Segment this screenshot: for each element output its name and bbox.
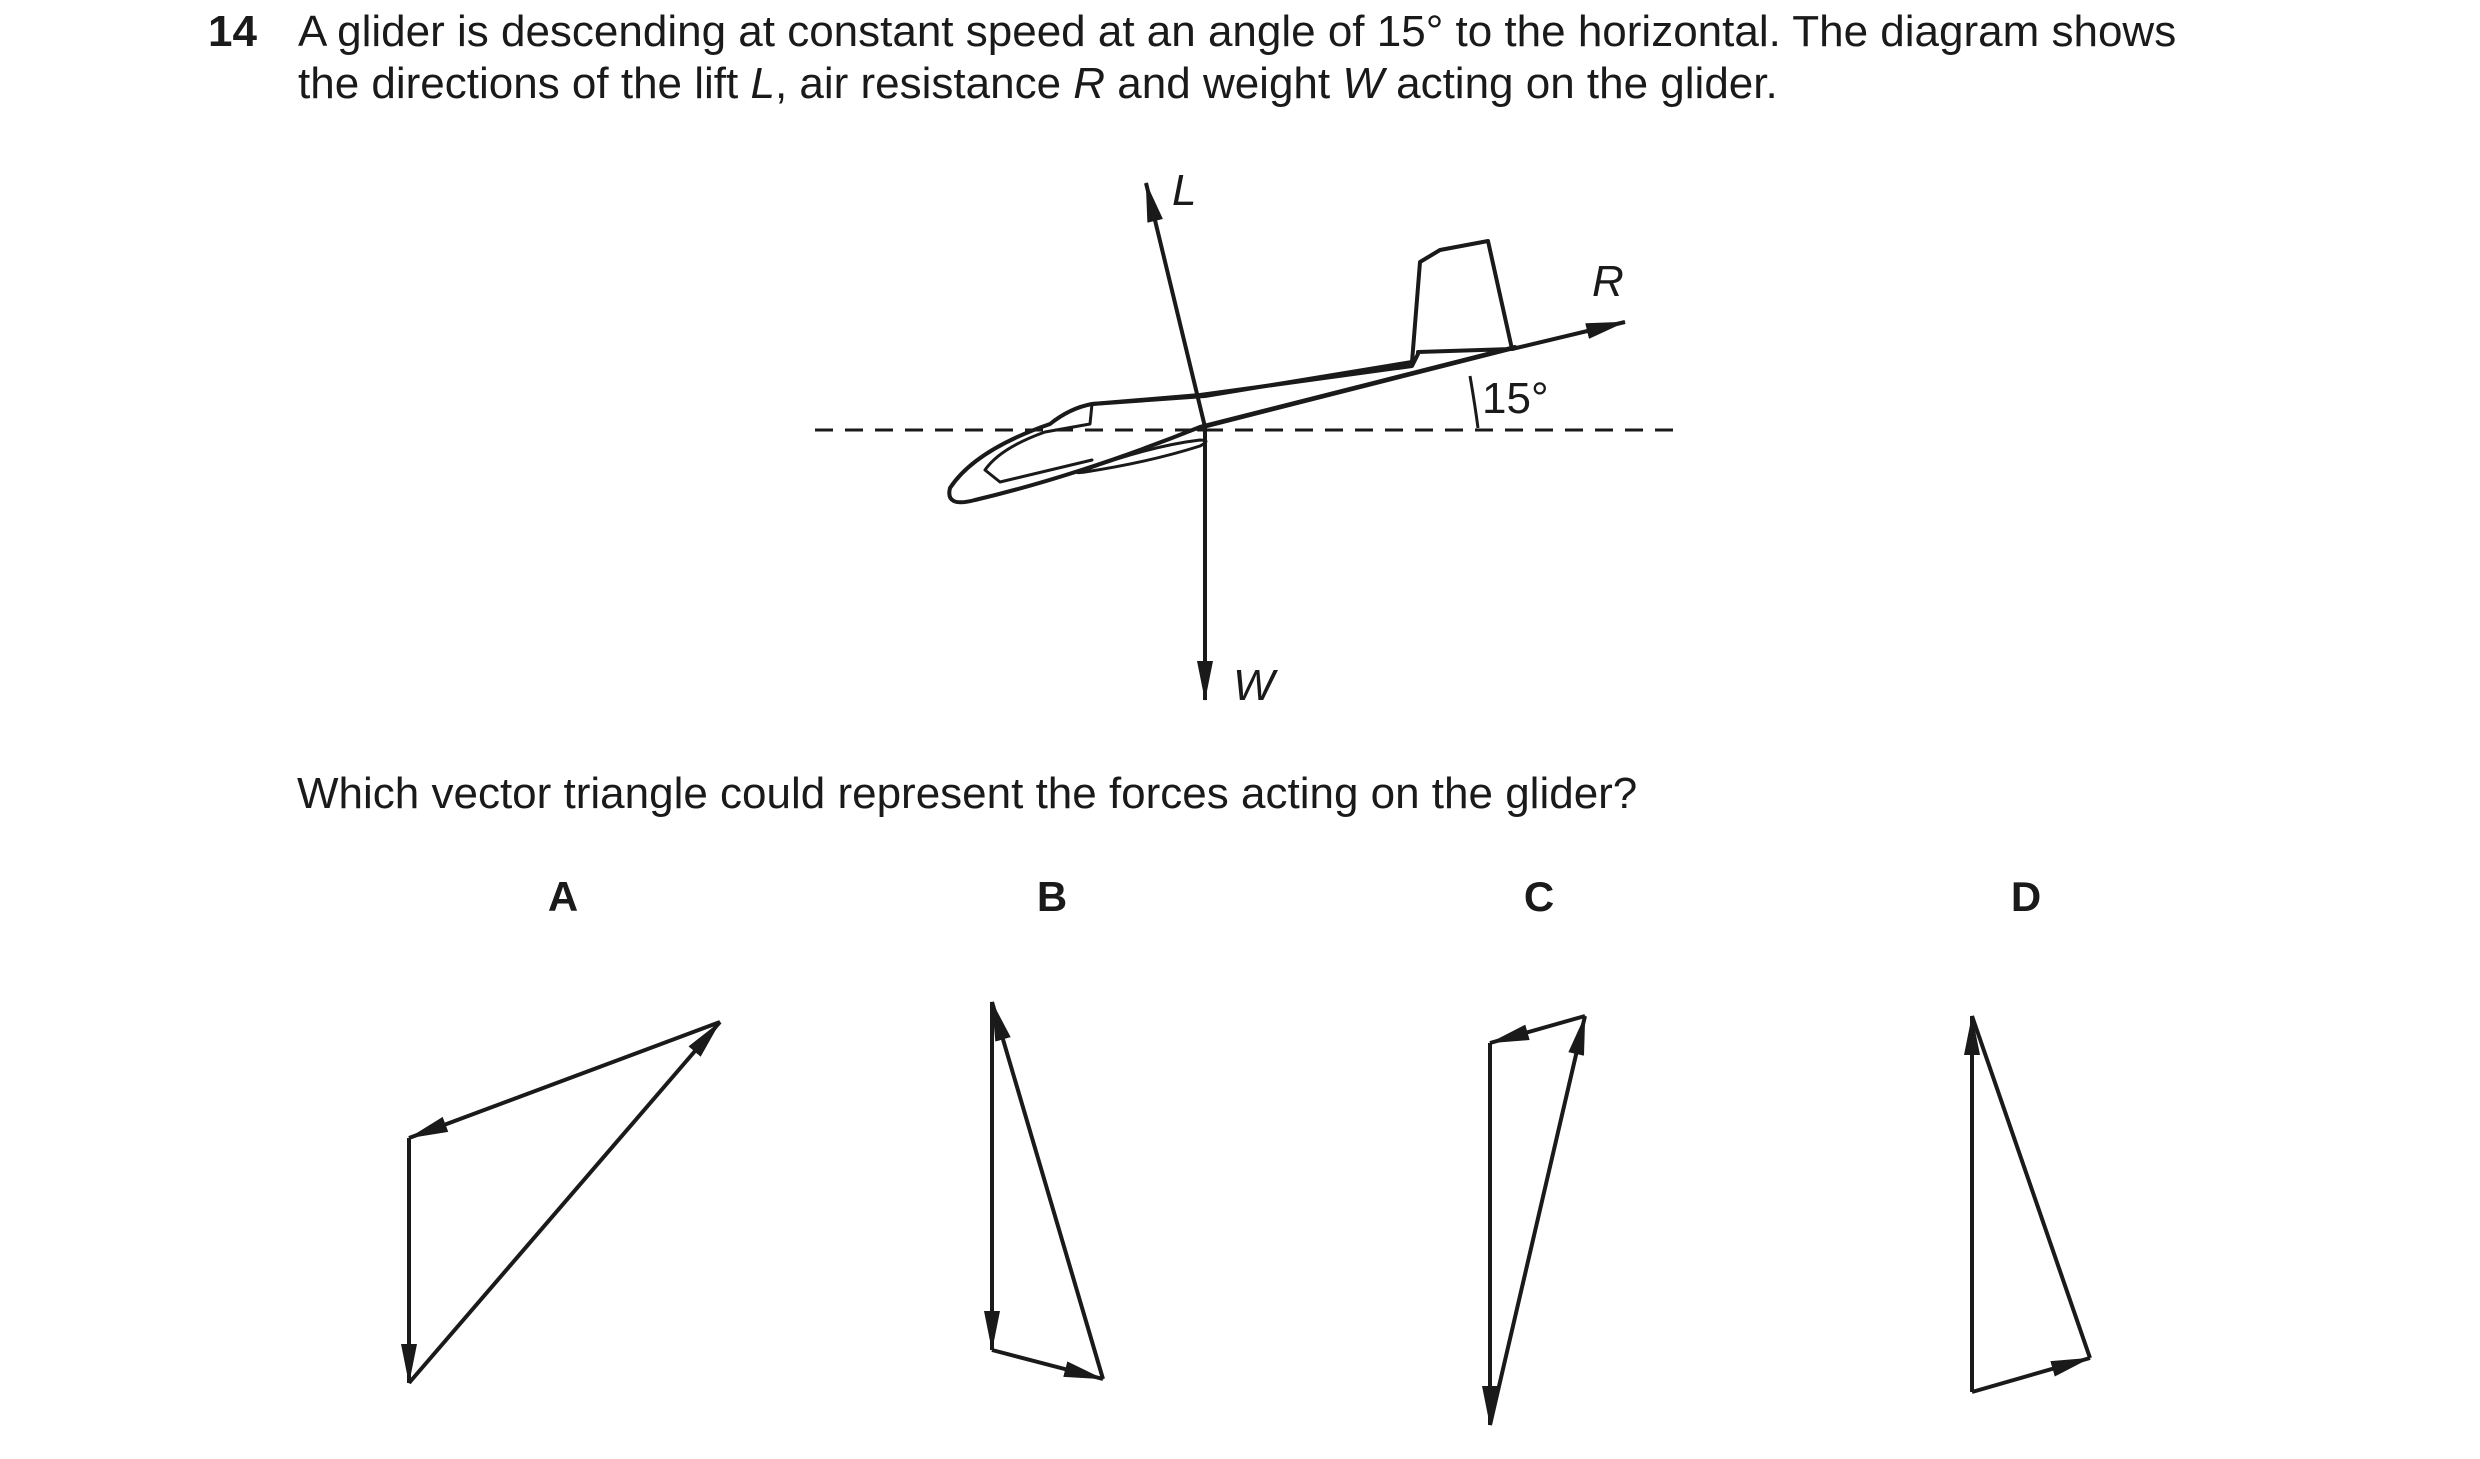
question-number: 14 (208, 7, 257, 56)
resistance-label: R (1592, 257, 1624, 306)
weight-label: W (1233, 661, 1275, 710)
triangle-c-side-3 (1490, 1016, 1585, 1043)
question-text-line1: A glider is descending at constant speed at an angle of 15° to the horizontal. The diagram shows (298, 7, 2177, 56)
triangle-d-side-4 (1972, 1016, 2090, 1358)
angle-arc (1470, 376, 1478, 428)
resistance-arrow (1512, 322, 1625, 349)
triangle-b (992, 1002, 1103, 1379)
glider-tail-fin (1412, 241, 1512, 362)
triangle-b-side-3 (992, 1002, 1103, 1379)
weight-symbol: W (1342, 59, 1384, 108)
triangle-a-side-2 (409, 1022, 720, 1383)
triangle-c-side-2 (1490, 1016, 1585, 1425)
triangle-a (409, 1022, 720, 1383)
triangle-c (1490, 1016, 1585, 1425)
option-a-label: A (547, 873, 579, 920)
option-b-label: B (1036, 873, 1068, 920)
glider (949, 241, 1515, 502)
glider-wing (1078, 440, 1207, 473)
question-text-part2-mid1: , air resistance (774, 59, 1074, 108)
triangle-d (1972, 1016, 2090, 1392)
option-c-label: C (1523, 873, 1555, 920)
lift-arrow (1146, 183, 1205, 427)
prompt-text: Which vector triangle could represent the forces acting on the glider? (297, 769, 1638, 818)
question-text-part2-post: acting on the glider. (1383, 59, 1778, 108)
triangle-a-side-3 (409, 1022, 720, 1138)
resistance-symbol: R (1073, 59, 1106, 108)
lift-symbol: L (750, 59, 775, 108)
glider-top-line (1092, 362, 1412, 404)
triangle-d-side-3 (1972, 1358, 2090, 1392)
question-text-part2-mid2: and weight (1105, 59, 1343, 108)
question-text-part2-pre: the directions of the lift (298, 59, 751, 108)
lift-label: L (1172, 166, 1197, 215)
triangle-b-side-2 (992, 1350, 1103, 1379)
angle-label: 15° (1482, 374, 1549, 423)
option-d-label: D (2010, 873, 2042, 920)
